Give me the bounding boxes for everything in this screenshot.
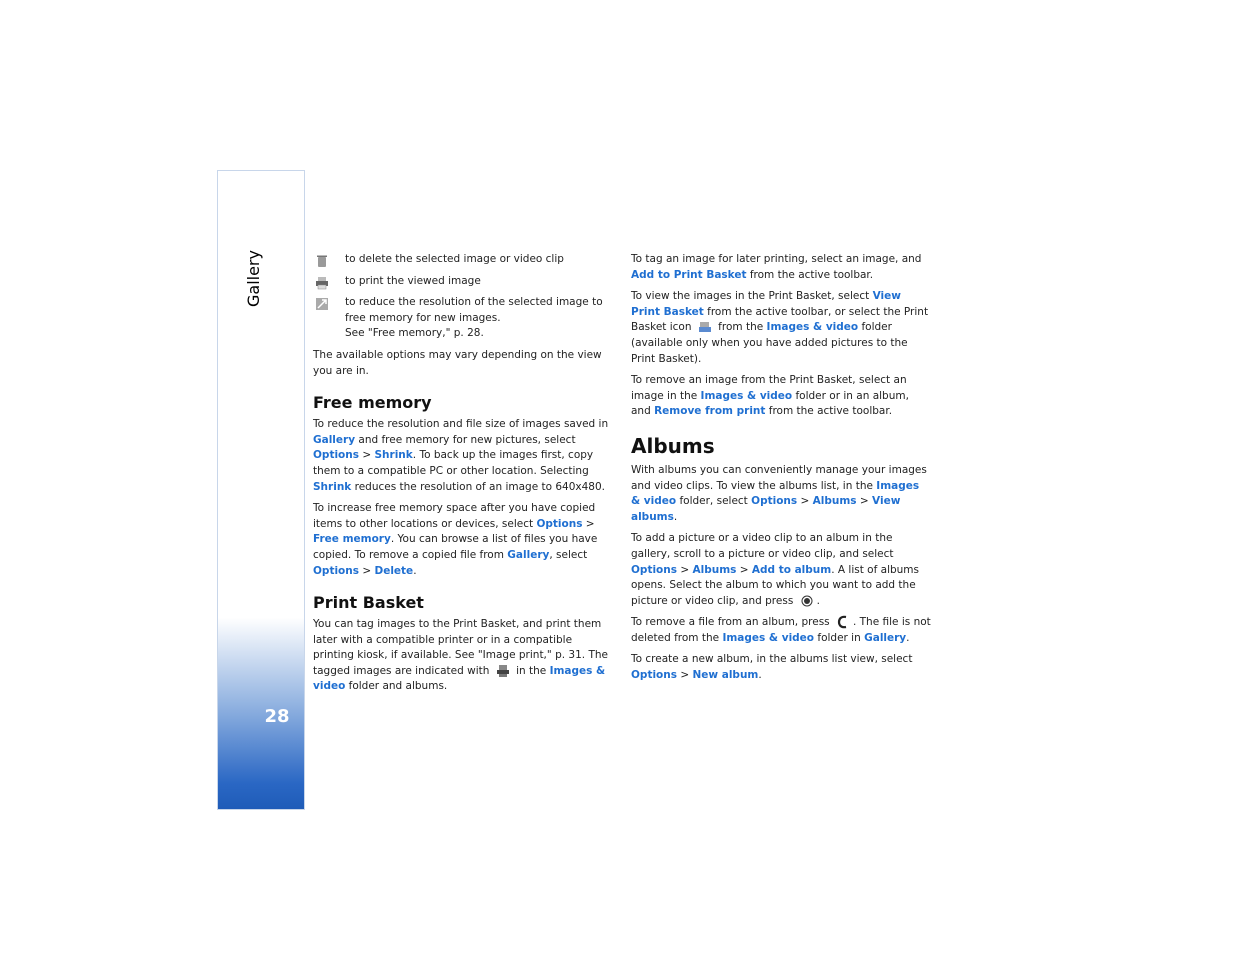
- link-albums[interactable]: Albums: [812, 495, 857, 508]
- link-shrink[interactable]: Shrink: [374, 449, 413, 462]
- shrink-icon: [315, 297, 329, 311]
- page-number: 28: [264, 706, 290, 727]
- text: >: [359, 564, 375, 577]
- printer-icon: [315, 276, 329, 290]
- heading-print-basket: Print Basket: [313, 593, 424, 613]
- text: .: [758, 669, 762, 682]
- text: folder in: [814, 631, 865, 644]
- link-add-to-album[interactable]: Add to album: [751, 563, 832, 576]
- left-column: [313, 252, 613, 701]
- print-basket-paragraph: [313, 617, 613, 695]
- right-column: [631, 252, 931, 690]
- text: . You can browse a list of files you have copied. To remove a copied file from: [313, 533, 598, 561]
- text: folder, select: [676, 495, 752, 508]
- icon-row-delete: [313, 252, 613, 268]
- text: reduces the resolution of an image to 640x480.: [351, 480, 605, 493]
- text: in the: [512, 664, 550, 677]
- text: >: [677, 563, 693, 576]
- text: from the active toolbar.: [765, 405, 893, 418]
- albums-paragraph-1: [631, 463, 931, 525]
- clear-key-icon: [836, 615, 850, 629]
- free-memory-paragraph-2: [313, 501, 613, 579]
- text: >: [797, 495, 813, 508]
- link-options[interactable]: Options: [751, 495, 798, 508]
- albums-paragraph-4: [631, 652, 931, 683]
- heading-free-memory: Free memory: [313, 393, 432, 413]
- link-remove-from-print[interactable]: Remove from print: [654, 405, 766, 418]
- link-new-album[interactable]: New album: [692, 669, 759, 682]
- remove-paragraph: [631, 373, 931, 420]
- text: >: [677, 669, 693, 682]
- text: folder or in an album, and: [631, 389, 909, 418]
- link-gallery[interactable]: Gallery: [313, 433, 356, 446]
- text: To remove a file from an album, press: [631, 616, 833, 629]
- tag-paragraph: [631, 252, 931, 283]
- link-shrink[interactable]: Shrink: [313, 480, 352, 493]
- text: >: [582, 517, 595, 530]
- joystick-select-icon: [800, 594, 814, 608]
- print-basket-icon: [496, 664, 510, 678]
- text: .: [906, 631, 910, 644]
- text: from the: [714, 321, 767, 334]
- text: from the active toolbar, or select the Print Basket icon: [631, 305, 929, 334]
- text: >: [856, 495, 873, 508]
- text: To tag an image for later printing, select an image, and: [631, 253, 922, 265]
- icon-row-text: to reduce the resolution of the selected image to free memory for new images.: [345, 296, 603, 324]
- link-view-print-basket[interactable]: View Print Basket: [631, 290, 901, 318]
- text: To add a picture or a video clip to an album in the gallery, scroll to a picture or video clip, and select: [631, 532, 894, 560]
- text: . To back up the images first, copy them to a compatible PC or other location. Selecting: [313, 449, 594, 477]
- link-view-albums[interactable]: View albums: [631, 495, 901, 523]
- link-delete[interactable]: Delete: [374, 564, 414, 577]
- text: To view the images in the Print Basket, select: [631, 290, 873, 303]
- link-images-video[interactable]: Images & video: [722, 631, 815, 644]
- link-options[interactable]: Options: [631, 669, 677, 682]
- link-images-video[interactable]: Images & video: [766, 321, 859, 334]
- text: and free memory for new pictures, select: [355, 433, 576, 446]
- icon-row-print: [313, 274, 613, 290]
- trash-icon: [315, 254, 329, 268]
- text: With albums you can conveniently manage your images and video clips. To view the albums list, in the: [631, 463, 927, 492]
- link-images-video[interactable]: Images & video: [631, 479, 920, 508]
- link-options[interactable]: Options: [631, 563, 677, 576]
- text: To create a new album, in the albums list view, select: [631, 653, 913, 666]
- text: . A list of albums opens. Select the album to which you want to add the picture or video clip, and press: [631, 563, 920, 607]
- text: To increase free memory space after you have copied items to other locations or devices, select: [313, 502, 596, 530]
- albums-paragraph-3: [631, 615, 931, 646]
- text: You can tag images to the Print Basket, and print them later with a compatible printer or in a compatible printing kiosk, if available. See "Image print," p. 31. The tagged images are indicated with: [313, 618, 608, 677]
- options-note: The available options may vary depending on the view you are in.: [313, 348, 602, 377]
- icon-row-shrink: [313, 295, 613, 342]
- free-memory-paragraph-1: [313, 417, 613, 495]
- link-gallery[interactable]: Gallery: [864, 631, 907, 644]
- icon-row-text: to delete the selected image or video clip: [345, 253, 564, 265]
- text: .: [816, 594, 820, 607]
- link-albums[interactable]: Albums: [692, 563, 737, 576]
- text: To reduce the resolution and file size of images saved in: [313, 418, 609, 431]
- text: folder and albums.: [345, 680, 448, 693]
- link-gallery[interactable]: Gallery: [507, 548, 550, 561]
- heading-albums: Albums: [631, 433, 715, 458]
- link-options[interactable]: Options: [313, 564, 359, 577]
- link-images-video[interactable]: Images & video: [700, 389, 793, 402]
- section-title: Gallery: [244, 250, 263, 307]
- text: .: [413, 564, 417, 577]
- icon-row-text: to print the viewed image: [345, 274, 481, 287]
- link-options[interactable]: Options: [313, 449, 359, 462]
- text: To remove an image from the Print Basket, select an image in the: [631, 374, 907, 402]
- text: folder (available only when you have added pictures to the Print Basket).: [631, 321, 908, 365]
- link-free-memory[interactable]: Free memory: [313, 533, 391, 546]
- text: .: [673, 510, 678, 523]
- view-paragraph: [631, 289, 931, 367]
- text: >: [736, 563, 752, 576]
- text: . The file is not deleted from the: [631, 616, 931, 644]
- link-options[interactable]: Options: [536, 517, 583, 530]
- text: from the active toolbar.: [746, 268, 874, 281]
- albums-paragraph-2: [631, 531, 931, 609]
- text: , select: [549, 548, 588, 561]
- icon-row-ref: See "Free memory," p. 28.: [345, 327, 484, 340]
- link-images-video[interactable]: Images & video: [313, 664, 606, 693]
- link-add-to-print-basket[interactable]: Add to Print Basket: [631, 268, 747, 281]
- text: >: [359, 449, 375, 462]
- print-basket-folder-icon: [698, 320, 712, 334]
